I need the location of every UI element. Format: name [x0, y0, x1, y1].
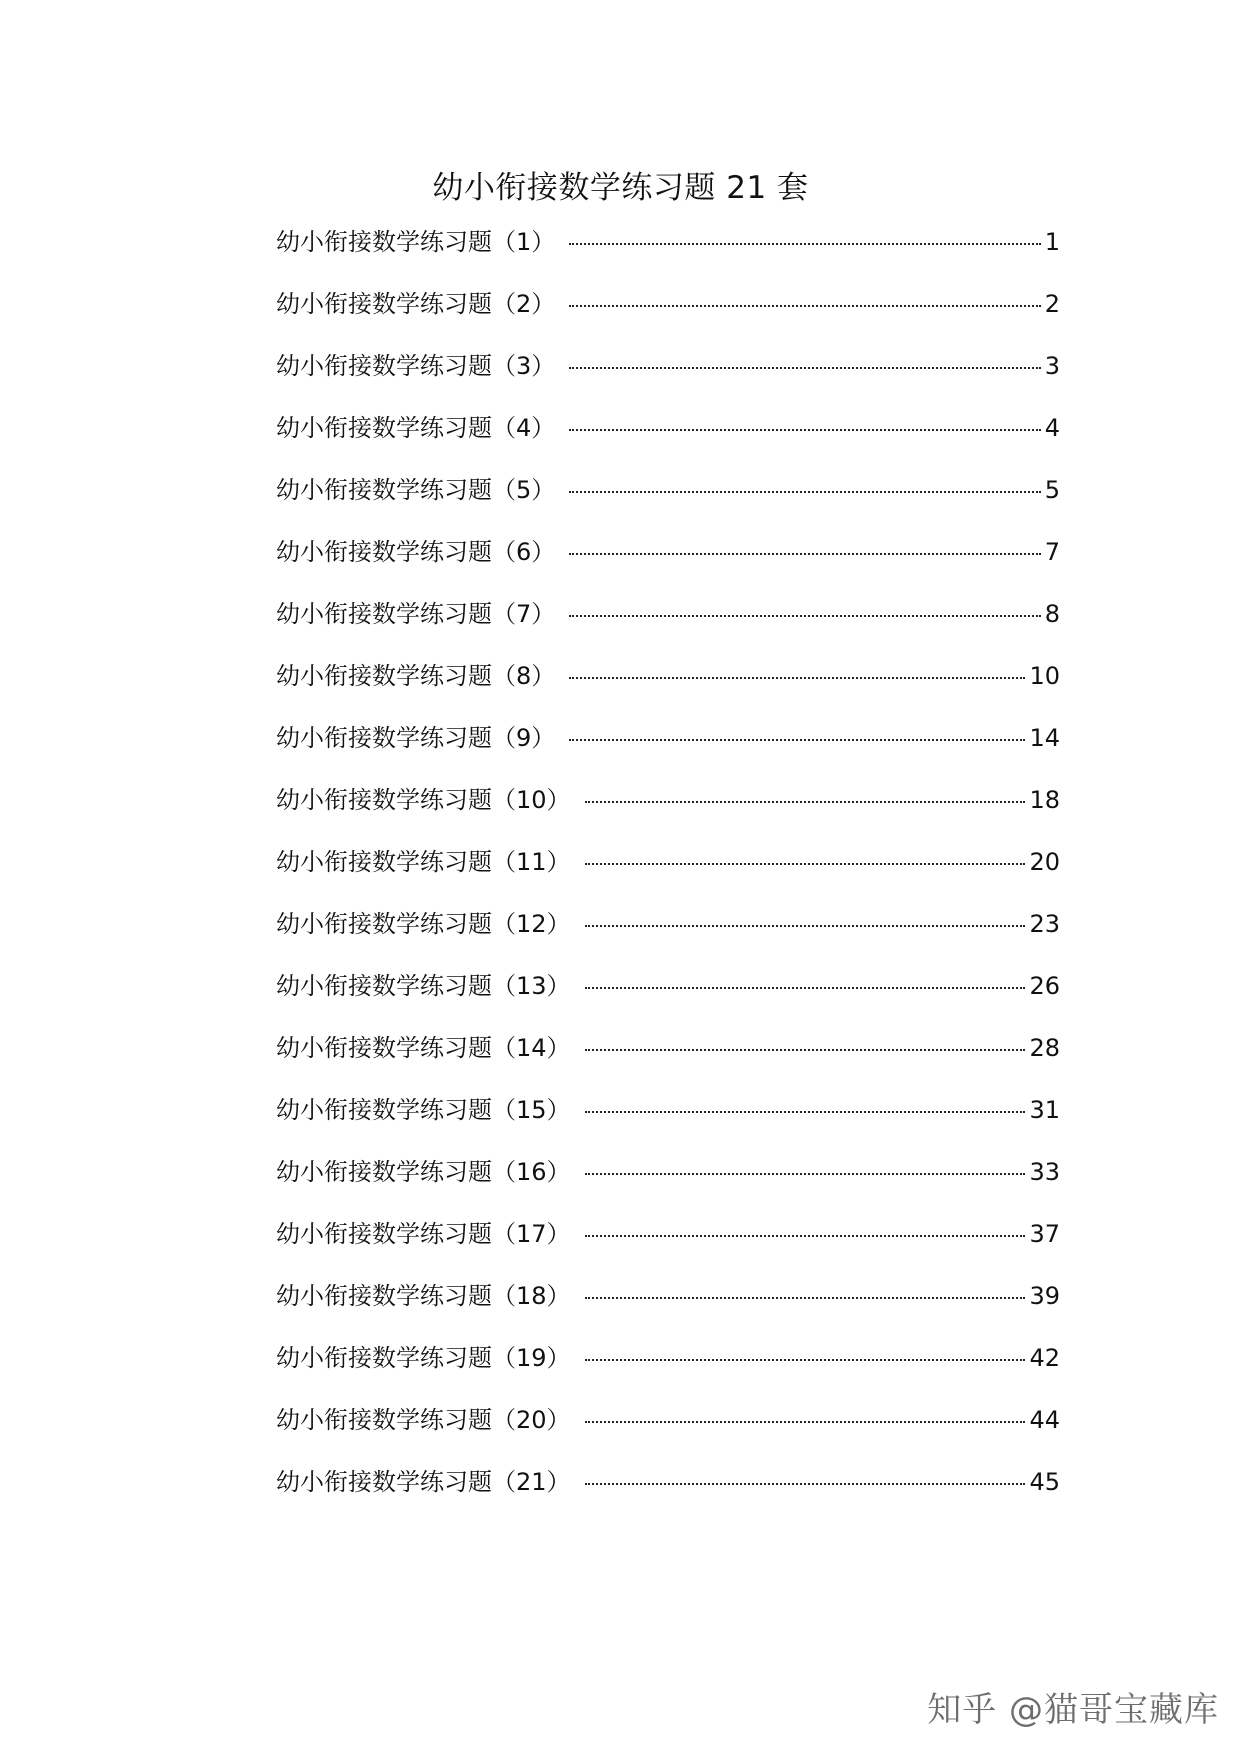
toc-dot-leader [569, 491, 1040, 493]
toc-entry-page-number: 5 [1044, 476, 1060, 504]
toc-entry-label: 幼小衔接数学练习题（6） [276, 538, 556, 566]
toc-entry-page-number: 44 [1029, 1406, 1060, 1434]
toc-entry-label: 幼小衔接数学练习题（15） [276, 1096, 571, 1124]
toc-entry[interactable] [276, 284, 1060, 346]
toc-entry[interactable] [276, 1152, 1060, 1214]
toc-entry-page-number: 26 [1029, 972, 1060, 1000]
toc-entry-label: 幼小衔接数学练习题（3） [276, 352, 556, 380]
toc-entry[interactable] [276, 718, 1060, 780]
toc-entry-label: 幼小衔接数学练习题（13） [276, 972, 571, 1000]
toc-dot-leader [569, 367, 1040, 369]
toc-entry-label: 幼小衔接数学练习题（12） [276, 910, 571, 938]
toc-entry[interactable] [276, 532, 1060, 594]
toc-entry-page-number: 18 [1029, 786, 1060, 814]
watermark: 知乎 @猫哥宝藏库 [927, 1690, 1219, 1730]
toc-dot-leader [585, 1173, 1026, 1175]
toc-entry-label: 幼小衔接数学练习题（2） [276, 290, 556, 318]
toc-dot-leader [569, 553, 1040, 555]
toc-entry-label: 幼小衔接数学练习题（5） [276, 476, 556, 504]
toc-dot-leader [569, 305, 1040, 307]
toc-entry[interactable] [276, 904, 1060, 966]
toc-entry-page-number: 3 [1044, 352, 1060, 380]
toc-dot-leader [585, 1111, 1026, 1113]
toc-entry-label: 幼小衔接数学练习题（7） [276, 600, 556, 628]
toc-dot-leader [585, 801, 1026, 803]
toc-entry-label: 幼小衔接数学练习题（8） [276, 662, 556, 690]
toc-entry-label: 幼小衔接数学练习题（18） [276, 1282, 571, 1310]
toc-entry[interactable] [276, 1214, 1060, 1276]
toc-entry-label: 幼小衔接数学练习题（16） [276, 1158, 571, 1186]
toc-entry-page-number: 39 [1029, 1282, 1060, 1310]
toc-entry[interactable] [276, 842, 1060, 904]
toc-entry-page-number: 33 [1029, 1158, 1060, 1186]
toc-entry-label: 幼小衔接数学练习题（9） [276, 724, 556, 752]
toc-entry-page-number: 42 [1029, 1344, 1060, 1372]
toc-entry-label: 幼小衔接数学练习题（20） [276, 1406, 571, 1434]
toc-dot-leader [569, 739, 1025, 741]
toc-entry[interactable] [276, 656, 1060, 718]
toc-dot-leader [585, 925, 1026, 927]
toc-entry[interactable] [276, 346, 1060, 408]
toc-dot-leader [569, 677, 1025, 679]
toc-entry-page-number: 2 [1044, 290, 1060, 318]
toc-entry[interactable] [276, 222, 1060, 284]
toc-entry-label: 幼小衔接数学练习题（4） [276, 414, 556, 442]
toc-entry[interactable] [276, 966, 1060, 1028]
toc-dot-leader [585, 987, 1026, 989]
toc-entry-page-number: 37 [1029, 1220, 1060, 1248]
toc-entry-page-number: 10 [1029, 662, 1060, 690]
document-title: 幼小衔接数学练习题 21 套 [432, 170, 809, 206]
toc-entry[interactable] [276, 408, 1060, 470]
toc-entry[interactable] [276, 1338, 1060, 1400]
toc-entry-page-number: 4 [1044, 414, 1060, 442]
toc-entry-label: 幼小衔接数学练习题（19） [276, 1344, 571, 1372]
toc-entry-page-number: 23 [1029, 910, 1060, 938]
toc-entry[interactable] [276, 780, 1060, 842]
toc-entry-page-number: 45 [1029, 1468, 1060, 1496]
toc-entry-page-number: 20 [1029, 848, 1060, 876]
toc-entry-label: 幼小衔接数学练习题（14） [276, 1034, 571, 1062]
toc-dot-leader [585, 1421, 1026, 1423]
toc-entry-label: 幼小衔接数学练习题（1） [276, 228, 556, 256]
toc-entry-page-number: 28 [1029, 1034, 1060, 1062]
toc-dot-leader [585, 1235, 1026, 1237]
toc-entry-page-number: 7 [1044, 538, 1060, 566]
toc-entry-label: 幼小衔接数学练习题（17） [276, 1220, 571, 1248]
toc-entry[interactable] [276, 594, 1060, 656]
toc-dot-leader [569, 615, 1040, 617]
table-of-contents [276, 222, 1060, 1524]
toc-entry[interactable] [276, 1028, 1060, 1090]
toc-dot-leader [585, 1297, 1026, 1299]
toc-entry[interactable] [276, 1276, 1060, 1338]
toc-entry[interactable] [276, 1090, 1060, 1152]
toc-entry-page-number: 8 [1044, 600, 1060, 628]
toc-entry-page-number: 1 [1044, 228, 1060, 256]
toc-dot-leader [585, 1483, 1026, 1485]
toc-dot-leader [585, 1359, 1026, 1361]
toc-dot-leader [569, 429, 1040, 431]
toc-entry[interactable] [276, 470, 1060, 532]
toc-entry-label: 幼小衔接数学练习题（11） [276, 848, 571, 876]
toc-dot-leader [585, 863, 1026, 865]
toc-dot-leader [585, 1049, 1026, 1051]
toc-entry-label: 幼小衔接数学练习题（10） [276, 786, 571, 814]
toc-entry-page-number: 31 [1029, 1096, 1060, 1124]
toc-entry[interactable] [276, 1400, 1060, 1462]
toc-entry[interactable] [276, 1462, 1060, 1524]
toc-dot-leader [569, 243, 1040, 245]
toc-entry-page-number: 14 [1029, 724, 1060, 752]
toc-entry-label: 幼小衔接数学练习题（21） [276, 1468, 571, 1496]
